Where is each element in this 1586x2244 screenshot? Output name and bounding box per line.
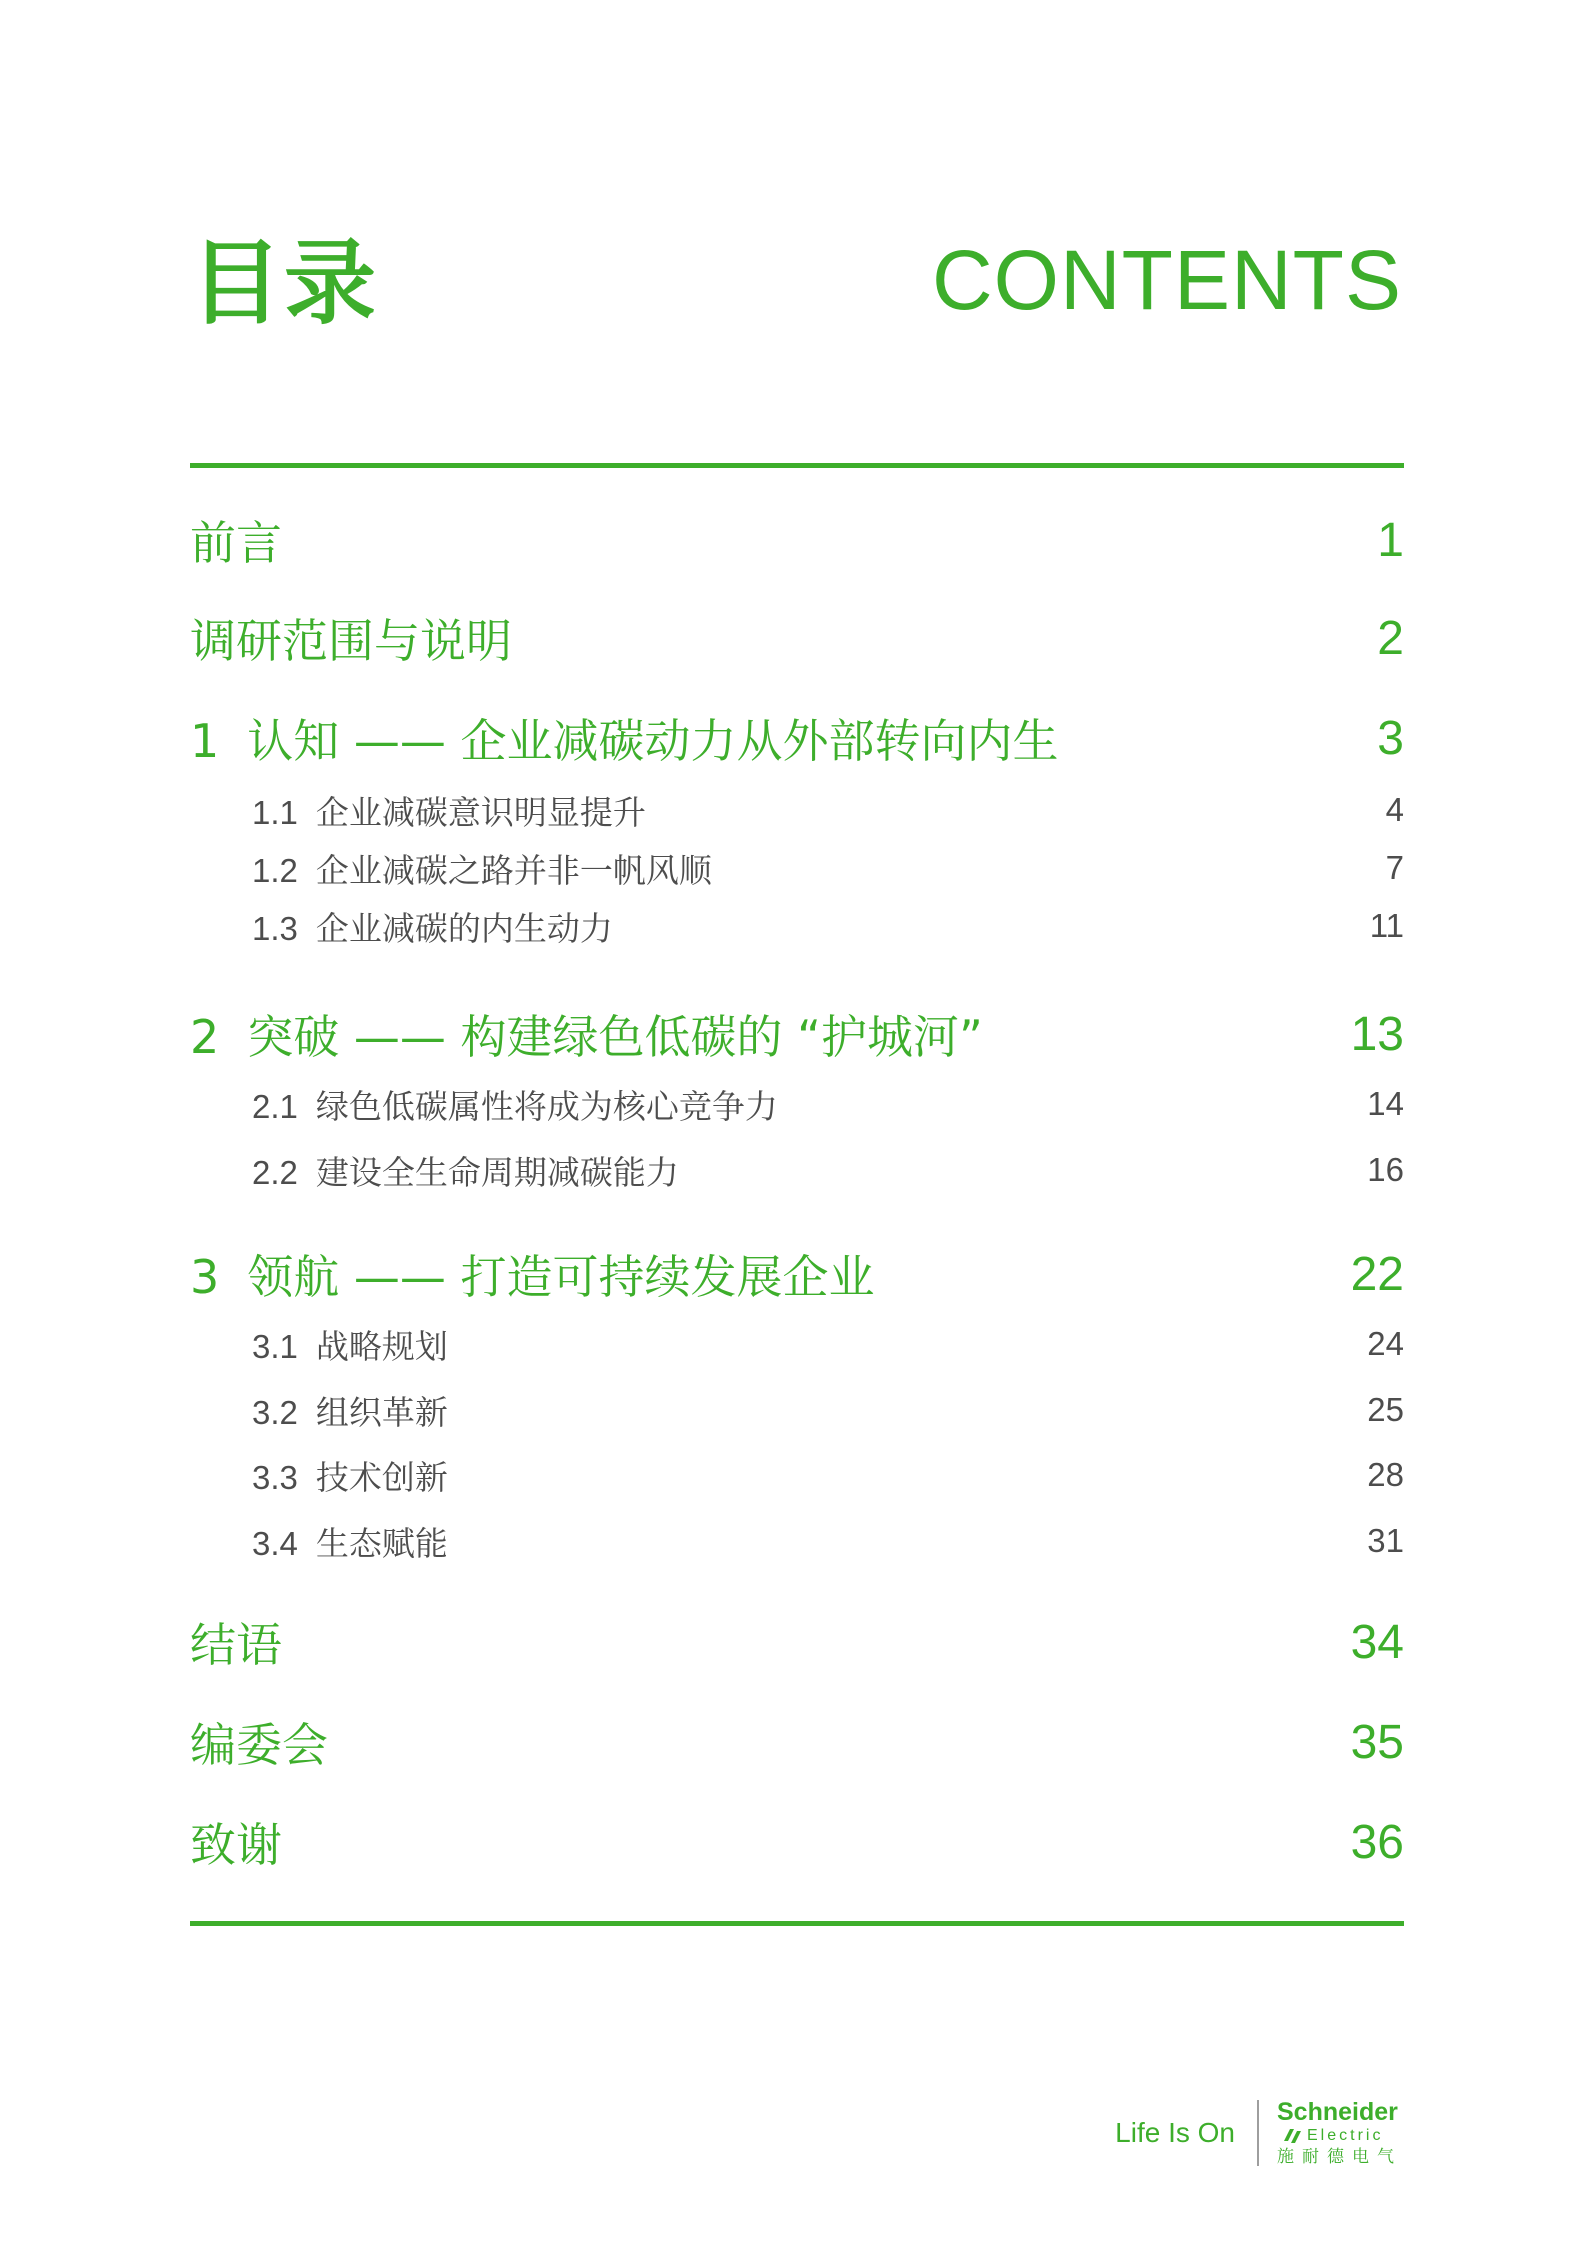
toc-label: 企业减碳的内生动力: [315, 908, 613, 948]
toc-page-number: 3: [1377, 711, 1404, 765]
toc-label: 前言: [190, 516, 282, 570]
toc-label: 认知 —— 企业减碳动力从外部转向内生: [247, 714, 1059, 768]
toc-entry-thanks[interactable]: [190, 1812, 1404, 1872]
toc-entry-section-2-2[interactable]: [190, 1148, 1404, 1192]
toc-label: 技术创新: [315, 1457, 448, 1497]
page-title-en: CONTENTS: [932, 233, 1402, 327]
toc-page-number: 11: [1369, 907, 1404, 944]
toc-page-number: 25: [1367, 1391, 1404, 1428]
brand-name: Schneider: [1277, 2098, 1398, 2126]
toc-entry-scope[interactable]: [190, 608, 1404, 668]
toc-label: 战略规划: [315, 1326, 448, 1366]
toc-label: 企业减碳意识明显提升: [315, 792, 646, 832]
toc-entry-section-3-3[interactable]: [190, 1453, 1404, 1497]
brand-logo: [1277, 2100, 1402, 2166]
toc-entry-section-3-2[interactable]: [190, 1388, 1404, 1432]
toc-page-number: 14: [1367, 1085, 1404, 1122]
toc-label: 致谢: [190, 1818, 282, 1872]
toc-page-number: 31: [1367, 1522, 1404, 1559]
toc-section-number: 2.2: [252, 1153, 298, 1191]
toc-entry-conclusion[interactable]: [190, 1612, 1404, 1672]
toc-entry-committee[interactable]: [190, 1712, 1404, 1772]
toc-label: 生态赋能: [315, 1523, 448, 1563]
toc-page-number: 13: [1350, 1007, 1404, 1061]
toc-entry-section-3-1[interactable]: [190, 1322, 1404, 1366]
toc-section-number: 3.3: [252, 1458, 298, 1496]
toc-entry-section-2-1[interactable]: [190, 1082, 1404, 1126]
toc-page-number: 1: [1377, 513, 1404, 567]
logo-divider: [1257, 2100, 1259, 2166]
tagline: Life Is On: [1115, 2117, 1235, 2148]
toc-page-number: 35: [1350, 1715, 1404, 1769]
toc-entry-section-3-4[interactable]: [190, 1519, 1404, 1563]
toc-entry-section-1-1[interactable]: [190, 788, 1404, 832]
toc-label: 突破 —— 构建绿色低碳的 “护城河”: [247, 1010, 983, 1064]
toc-label: 企业减碳之路并非一帆风顺: [315, 850, 712, 890]
toc-label: 调研范围与说明: [190, 614, 512, 668]
toc-page-number: 24: [1367, 1325, 1404, 1362]
toc-label: 结语: [190, 1618, 282, 1672]
top-divider: [190, 463, 1404, 468]
toc-page-number: 4: [1385, 791, 1404, 828]
toc-entry-preface[interactable]: [190, 510, 1404, 570]
toc-page-number: 2: [1377, 611, 1404, 665]
toc-entry-chapter-3[interactable]: [190, 1244, 1404, 1304]
toc-page-number: 7: [1385, 849, 1404, 886]
toc-section-number: 3.4: [252, 1524, 298, 1562]
toc-chapter-number: 3: [190, 1250, 220, 1304]
toc-page-number: 34: [1350, 1615, 1404, 1669]
footer-logo: [1115, 2100, 1402, 2166]
schneider-electric-logo-icon: [1281, 2127, 1303, 2145]
toc-label: 领航 —— 打造可持续发展企业: [247, 1250, 875, 1304]
toc-entry-section-1-2[interactable]: [190, 846, 1404, 890]
toc-chapter-number: 1: [190, 714, 220, 768]
toc-section-number: 1.3: [252, 909, 298, 947]
toc-page-number: 22: [1350, 1247, 1404, 1301]
toc-page-number: 28: [1367, 1456, 1404, 1493]
toc-section-number: 1.1: [252, 793, 298, 831]
toc-section-number: 2.1: [252, 1087, 298, 1125]
toc-entry-chapter-2[interactable]: [190, 1004, 1404, 1064]
brand-sub: Electric: [1307, 2127, 1384, 2144]
toc-page-number: 36: [1350, 1815, 1404, 1869]
toc-chapter-number: 2: [190, 1010, 220, 1064]
toc-section-number: 1.2: [252, 851, 298, 889]
toc-label: 绿色低碳属性将成为核心竞争力: [315, 1086, 778, 1126]
brand-sub-row: [1277, 2125, 1383, 2145]
bottom-divider: [190, 1921, 1404, 1926]
toc-label: 组织革新: [315, 1392, 448, 1432]
toc-page-number: 16: [1367, 1151, 1404, 1188]
toc-label: 建设全生命周期减碳能力: [315, 1152, 679, 1192]
page-title-cn: 目录: [190, 230, 379, 337]
brand-name-cn: 施耐德电气: [1277, 2147, 1402, 2167]
toc-section-number: 3.2: [252, 1393, 298, 1431]
toc-section-number: 3.1: [252, 1327, 298, 1365]
toc-entry-chapter-1[interactable]: [190, 708, 1404, 768]
toc-entry-section-1-3[interactable]: [190, 904, 1404, 948]
toc-label: 编委会: [190, 1718, 328, 1772]
